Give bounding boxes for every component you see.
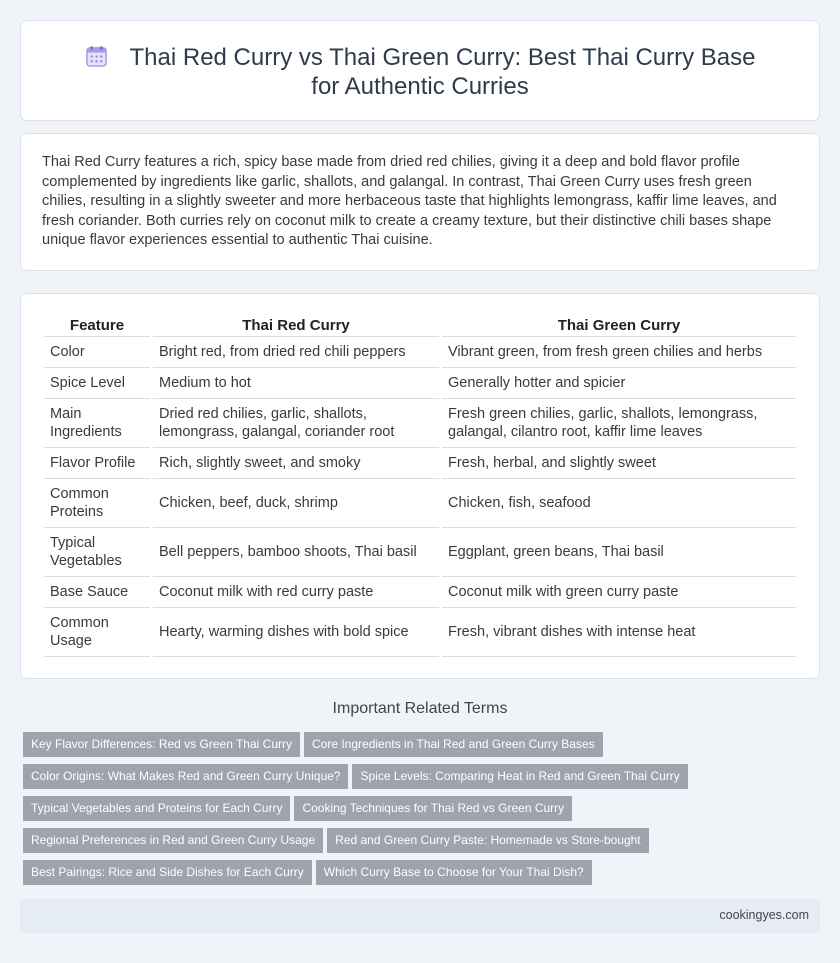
related-tag[interactable]: Cooking Techniques for Thai Red vs Green Curry <box>294 796 572 821</box>
row-red-value: Coconut milk with red curry paste <box>153 577 439 608</box>
row-green-value: Fresh green chilies, garlic, shallots, lemongrass, galangal, cilantro root, kaffir lime leaves <box>442 399 796 448</box>
comparison-table <box>41 314 799 657</box>
tag-row <box>23 732 823 764</box>
row-red-value: Bright red, from dried red chili peppers <box>153 337 439 368</box>
related-tag[interactable]: Regional Preferences in Red and Green Curry Usage <box>23 828 323 853</box>
row-feature: Base Sauce <box>44 577 150 608</box>
row-red-value: Medium to hot <box>153 368 439 399</box>
related-tag[interactable]: Key Flavor Differences: Red vs Green Thai Curry <box>23 732 300 757</box>
table-row <box>44 577 796 608</box>
row-green-value: Fresh, herbal, and slightly sweet <box>442 448 796 479</box>
row-green-value: Fresh, vibrant dishes with intense heat <box>442 608 796 657</box>
tag-row <box>23 764 823 796</box>
row-feature: Common Usage <box>44 608 150 657</box>
related-tag[interactable]: Best Pairings: Rice and Side Dishes for Each Curry <box>23 860 312 885</box>
row-feature: Common Proteins <box>44 479 150 528</box>
related-tag[interactable]: Which Curry Base to Choose for Your Thai Dish? <box>316 860 592 885</box>
header-green-curry: Thai Green Curry <box>442 314 796 337</box>
related-terms-heading: Important Related Terms <box>332 700 508 717</box>
row-green-value: Vibrant green, from fresh green chilies and herbs <box>442 337 796 368</box>
row-red-value: Chicken, beef, duck, shrimp <box>153 479 439 528</box>
page-title: Thai Red Curry vs Thai Green Curry: Best Thai Curry Base for Authentic Curries <box>129 44 756 100</box>
tag-row <box>23 796 823 828</box>
row-red-value: Bell peppers, bamboo shoots, Thai basil <box>153 528 439 577</box>
row-red-value: Rich, slightly sweet, and smoky <box>153 448 439 479</box>
related-tag[interactable]: Core Ingredients in Thai Red and Green Curry Bases <box>304 732 603 757</box>
row-feature: Typical Vegetables <box>44 528 150 577</box>
header-red-curry: Thai Red Curry <box>153 314 439 337</box>
row-green-value: Chicken, fish, seafood <box>442 479 796 528</box>
row-green-value: Generally hotter and spicier <box>442 368 796 399</box>
table-row <box>44 448 796 479</box>
table-row <box>44 399 796 448</box>
table-header-row <box>44 314 796 337</box>
table-row <box>44 528 796 577</box>
comparison-table-card <box>20 293 820 679</box>
row-green-value: Eggplant, green beans, Thai basil <box>442 528 796 577</box>
tag-row <box>23 828 823 860</box>
tag-row <box>23 860 823 892</box>
row-green-value: Coconut milk with green curry paste <box>442 577 796 608</box>
row-feature: Flavor Profile <box>44 448 150 479</box>
row-red-value: Dried red chilies, garlic, shallots, lemongrass, galangal, coriander root <box>153 399 439 448</box>
row-feature: Color <box>44 337 150 368</box>
related-tag[interactable]: Color Origins: What Makes Red and Green Curry Unique? <box>23 764 348 789</box>
table-row <box>44 608 796 657</box>
calendar-icon <box>85 45 108 68</box>
table-row <box>44 479 796 528</box>
related-tag[interactable]: Red and Green Curry Paste: Homemade vs Store-bought <box>327 828 648 853</box>
footer-site-link[interactable]: cookingyes.com <box>719 908 809 922</box>
header-card <box>20 20 820 121</box>
header-feature: Feature <box>44 314 150 337</box>
row-feature: Spice Level <box>44 368 150 399</box>
row-red-value: Hearty, warming dishes with bold spice <box>153 608 439 657</box>
related-tag[interactable]: Spice Levels: Comparing Heat in Red and Green Thai Curry <box>352 764 687 789</box>
table-row <box>44 368 796 399</box>
intro-paragraph: Thai Red Curry features a rich, spicy base made from dried red chilies, giving it a deep and bold flavor profile complemented by ingredients like garlic, shallots, and galangal. In contrast, Thai Green Curry uses fresh green chilies, resulting in a slightly sweeter and more herbaceous taste that highlights lemongrass, kaffir lime leaves, and fresh coriander. Both curries rely on coconut milk to create a creamy texture, but their distinctive chili bases shape unique flavor experiences essential to authentic Thai cuisine. <box>42 154 777 248</box>
related-tag[interactable]: Typical Vegetables and Proteins for Each Curry <box>23 796 290 821</box>
table-row <box>44 337 796 368</box>
intro-card <box>20 133 820 271</box>
title-wrap <box>21 43 819 101</box>
footer <box>20 899 820 933</box>
row-feature: Main Ingredients <box>44 399 150 448</box>
related-tags <box>23 732 823 892</box>
